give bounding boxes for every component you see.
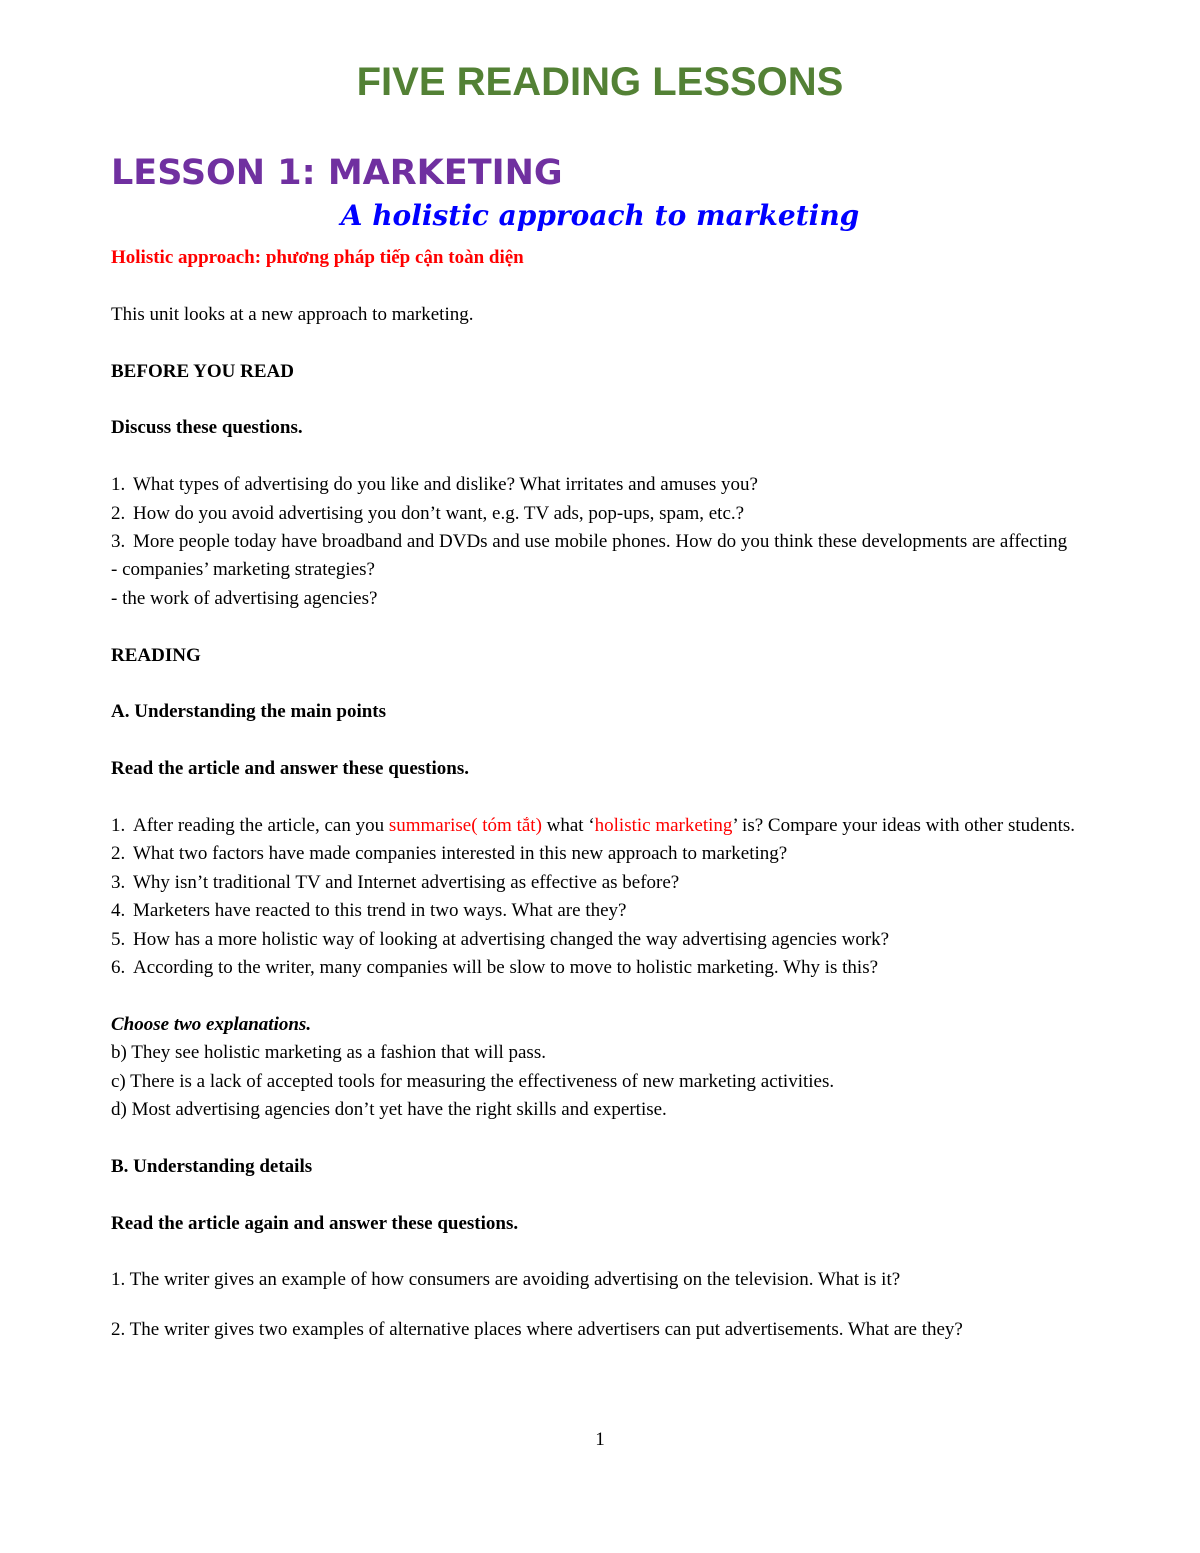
choice-item: d) Most advertising agencies don’t yet have the right skills and expertise.: [111, 1099, 667, 1121]
before-you-read-heading: BEFORE YOU READ: [111, 360, 294, 382]
list-item: 2. How do you avoid advertising you don’t want, e.g. TV ads, pop-ups, spam, etc.?: [111, 502, 745, 524]
page-number: 1: [595, 1429, 605, 1450]
section-a-instruction: Read the article and answer these questions.: [111, 758, 470, 780]
list-item: 5. How has a more holistic way of looking at advertising changed the way advertising agencies work?: [111, 928, 890, 950]
holistic-marketing-term: holistic marketing: [594, 815, 733, 836]
list-item: 3. More people today have broadband and DVDs and use mobile phones. How do you think these developments are affecting: [111, 531, 1068, 552]
section-b-heading: B. Understanding details: [111, 1155, 313, 1177]
section-a-heading: A. Understanding the main points: [111, 701, 387, 723]
list-item: 4. Marketers have reacted to this trend in two ways. What are they?: [111, 900, 627, 922]
document-body: [111, 244, 1117, 1344]
intro-text: This unit looks at a new approach to marketing.: [111, 303, 474, 325]
bullet-item: - companies’ marketing strategies?: [111, 559, 375, 581]
summarise-term: summarise: [388, 815, 472, 836]
lesson-heading: LESSON 1: MARKETING: [111, 153, 563, 193]
summarise-translation: ( tóm tắt): [471, 815, 542, 836]
definition-line: Holistic approach: phương pháp tiếp cận toàn diện: [111, 247, 524, 268]
list-item: 1. What types of advertising do you like and dislike? What irritates and amuses you?: [111, 474, 758, 496]
discuss-instruction: Discuss these questions.: [111, 417, 303, 439]
list-item: 2. What two factors have made companies interested in this new approach to marketing?: [111, 843, 788, 865]
detail-question: 2. The writer gives two examples of alternative places where advertisers can put advertisements. What are they?: [111, 1318, 963, 1340]
detail-question: 1. The writer gives an example of how consumers are avoiding advertising on the television. What is it?: [111, 1269, 901, 1291]
list-item: 6. According to the writer, many companies will be slow to move to holistic marketing. Why is this?: [111, 957, 879, 979]
document-title: FIVE READING LESSONS: [356, 60, 844, 104]
choice-item: b) They see holistic marketing as a fashion that will pass.: [111, 1042, 546, 1064]
list-item: 1. After reading the article, can you summarise( tóm tắt) what ‘holistic marketing’ is? Compare your ideas with other students.: [111, 815, 1076, 836]
choice-item: c) There is a lack of accepted tools for measuring the effectiveness of new marketing activities.: [111, 1070, 835, 1092]
section-b-instruction: Read the article again and answer these questions.: [111, 1212, 519, 1234]
lesson-subtitle: A holistic approach to marketing: [340, 199, 860, 232]
reading-heading: READING: [111, 644, 201, 666]
bullet-item: - the work of advertising agencies?: [111, 587, 378, 609]
choose-explanations-label: Choose two explanations.: [111, 1013, 312, 1035]
main-points-questions-list: [111, 812, 1117, 982]
list-item: 3. Why isn’t traditional TV and Internet advertising as effective as before?: [111, 871, 680, 893]
before-questions-list: [111, 471, 1117, 556]
